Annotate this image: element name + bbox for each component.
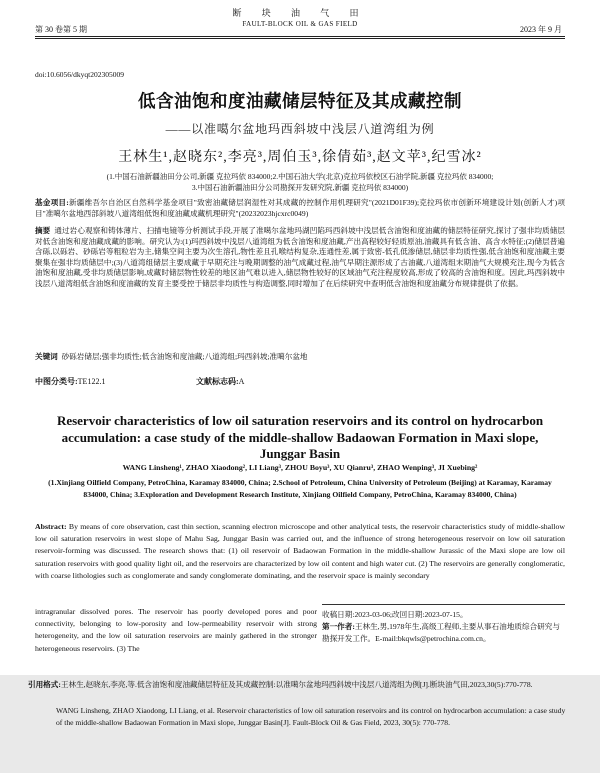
first-author-info: [322, 621, 565, 645]
clc-value: TE122.1: [77, 377, 106, 386]
authors-en: WANG Linsheng¹, ZHAO Xiaodong², LI Liang³, ZHOU Boyu³, XU Qianru³, ZHAO Wenping³, JI Xuebing²: [122, 463, 478, 472]
received-rule: [322, 604, 565, 605]
clc-number: [35, 376, 105, 387]
citation-en: WANG Linsheng, ZHAO Xiaodong, LI Liang, et al. Reservoir characteristics of low oil saturation reservoirs and its control on hydrocarbon accumulation: a case study of the middle-shallow Badaowan Formation in Maxi slope, Junggar Basin[J]. Fault-Block Oil & Gas Field, 2023, 30(5): 770-778.: [56, 706, 566, 728]
subtitle-cn: ——以准噶尔盆地玛西斜坡中浅层八道湾组为例: [165, 122, 435, 136]
clc-label: 中图分类号:: [35, 377, 78, 386]
issue-date: 2023 年 9 月: [520, 25, 562, 34]
title-en: Reservoir characteristics of low oil saturation reservoirs and its control on hydrocarbon accumulation: a case study of the middle-shallow Badaowan Formation in Maxi slope, Junggar Basin: [56, 413, 544, 461]
fund-text: 新疆维吾尔自治区自然科学基金项目"致密油藏储层润湿性对其成藏的控制作用机理研究"(2021D01F39);克拉玛依市创新环境建设计划(创新人才)项目"准噶尔盆地西部斜坡八道湾组低饱和度油藏成藏机理研究"(20232023hjcxrc0049): [35, 198, 566, 218]
citation-box: [0, 675, 600, 773]
doi: doi:10.6056/dkyqt202305009: [35, 70, 124, 79]
issue-number: 第 30 卷第 5 期: [35, 25, 87, 34]
journal-title-cn: 断 块 油 气 田: [232, 8, 368, 18]
abstract-en: [35, 521, 565, 582]
header-rule: [35, 36, 565, 37]
abstract-en-continued: intragranular dissolved pores. The reservoir has poorly developed pores and poor connectivity, belonging to low-porosity and low-permeability reservoir with strong heterogeneity, and the low oil saturation reservoirs are mainly gathered in the stronger heterogeneous reservoirs. (3) The: [35, 607, 317, 653]
received-dates: 收稿日期:2023-03-06;改回日期:2023-07-15。: [322, 610, 468, 619]
journal-title-en: FAULT-BLOCK OIL & GAS FIELD: [242, 20, 358, 28]
affiliation-cn-line-2: 3.中国石油新疆油田分公司勘探开发研究院,新疆 克拉玛依 834000): [191, 183, 409, 192]
keywords-cn-text: 砂砾岩储层;强非均质性;低含油饱和度油藏;八道湾组;玛西斜坡;准噶尔盆地: [61, 352, 308, 361]
first-author-label: 第一作者:: [322, 621, 355, 631]
affiliation-cn-line-1: (1.中国石油新疆油田分公司,新疆 克拉玛依 834000;2.中国石油大学(北京)克拉玛依校区石油学院,新疆 克拉玛依 834000;: [106, 172, 494, 181]
citation-cn: [28, 679, 568, 691]
abstract-cn-label: 摘要: [35, 226, 51, 235]
keywords-cn: [35, 352, 565, 363]
document-code: [196, 376, 244, 387]
keywords-cn-label: 关键词: [35, 352, 58, 361]
doc-code-value: A: [238, 377, 245, 386]
abstract-cn-text: 通过岩心观察和铸体薄片、扫描电镜等分析测试手段,开展了准噶尔盆地玛湖凹陷玛西斜坡中浅层低含油饱和度油藏的储层特征研究,探讨了强非均质储层对低含油饱和度油藏成藏的影响。研究认为:(1)玛西斜坡中浅层八道湾组为低含油饱和度油藏,产出高程较好轻质原油,油藏具有低含油、高含水特征;(2)储层普遍含砾,以砾岩、砂砾岩等粗粒岩为主,储集空间主要为次生溶孔,物性差且孔喉结构复杂,连通性差,属于致密-低孔低渗储层,储层非均质性强,低含油饱和度油藏主要聚集在强非均质储层中;(3)八道湾组储层主要成藏于早期充注与晚期调整的油气成藏过程,油气早期注源形成了古油藏,八道湾组末期油气大规模充注,现今为低含油饱和度油藏,受非均质储层影响,成藏时储层物性较差的地区油气难以进入,储层物性较好的区域油气充注程度较高,形成了较高的含油饱和度。因此,玛西斜坡中浅层八道湾组低含油饱和度油藏的发育主要受控于储层非均质性与构造调整,同时增加了在后续研究中查明低含油饱和度油藏分布规律提供了依据。: [35, 226, 565, 288]
first-author-text: 王林生,男,1978年生,高级工程师,主要从事石油地质综合研究与勘探开发工作。E-mail:bkqwls@petrochina.com.cn。: [322, 621, 560, 643]
doc-code-label: 文献标志码:: [196, 377, 239, 386]
title-cn: 低含油饱和度油藏储层特征及其成藏控制: [138, 92, 462, 112]
authors-cn: 王林生¹,赵晓东²,李亮³,周伯玉³,徐倩茹³,赵文苹³,纪雪冰²: [118, 150, 482, 165]
abstract-en-label: Abstract:: [35, 522, 67, 531]
citation-label: 引用格式:: [28, 680, 61, 689]
abstract-cn: [35, 226, 565, 290]
received-info: [322, 604, 565, 644]
citation-cn-text: 王林生,赵晓东,李亮,等.低含油饱和度油藏储层特征及其成藏控制:以准噶尔盆地玛西斜坡中浅层八道湾组为例[J].断块油气田,2023,30(5):770-778.: [60, 680, 533, 689]
fund-info: [35, 198, 565, 219]
abstract-en-text: By means of core observation, cast thin section, scanning electron microscope and other analytical tests, the reservoir characteristics study of middle-shallow low oil saturation reservoirs in west slope of Mahu Sag, Junggar Basin was carried out, and the influence of strong heterogeneous reservoir on low oil saturation reservoir-forming was discussed. The research shows that: (1) oil reservoir of Badaowan Formation in the middle-shallow Jurassic of the Maxi slope are low oil saturation reservoirs with good quality light oil, and the reservoirs are characterized by low oil content and high water cut. (2) The reservoirs are generally conglomeratic, with coarse lithologies such as conglomerate and sandy conglomerate dominating, and the reservoir space is mainly secondary: [35, 522, 566, 580]
affiliations-en: (1.Xinjiang Oilfield Company, PetroChina, Karamay 834000, China; 2.School of Petroleum, China University of Petroleum (Beijing) at Karamay, Karamay 834000, China; 3.Exploration and Development Research Institute, Xinjiang Oilfield Company, PetroChina, Karamay 834000, China): [48, 478, 552, 499]
fund-label: 基金项目:: [35, 198, 69, 207]
header-rule-thin: [35, 38, 565, 39]
